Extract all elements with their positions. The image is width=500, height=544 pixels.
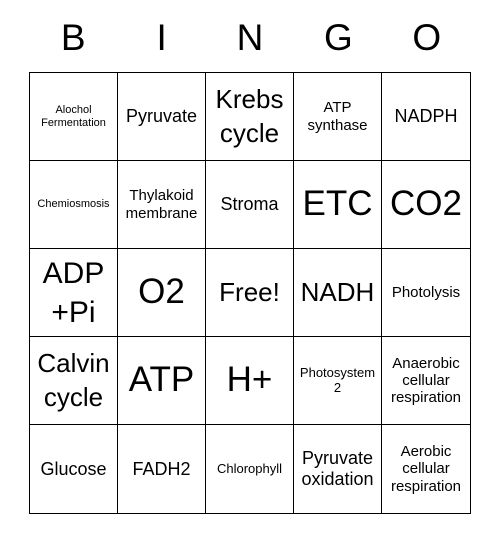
cell-text: NADPH bbox=[394, 106, 458, 127]
bingo-cell-r5-c4[interactable] bbox=[294, 425, 382, 513]
bingo-cell-r2-c4[interactable] bbox=[294, 161, 382, 249]
header-letter-g: G bbox=[323, 16, 353, 58]
header-letter-i: I bbox=[156, 16, 167, 58]
bingo-cell-r5-c3[interactable] bbox=[206, 425, 294, 513]
bingo-cell-r4-c4[interactable] bbox=[294, 337, 382, 425]
bingo-header bbox=[29, 0, 471, 72]
bingo-cell-r1-c5[interactable] bbox=[382, 73, 470, 161]
bingo-cell-r3-c3-free[interactable] bbox=[206, 249, 294, 337]
header-letter-o: O bbox=[412, 16, 442, 58]
bingo-cell-r3-c1[interactable] bbox=[30, 249, 118, 337]
bingo-cell-r2-c5[interactable] bbox=[382, 161, 470, 249]
cell-text: NADH bbox=[300, 276, 375, 307]
header-letter-b: B bbox=[60, 16, 86, 58]
bingo-cell-r2-c2[interactable] bbox=[118, 161, 206, 249]
cell-text: Free! bbox=[219, 276, 280, 307]
cell-text: CO2 bbox=[390, 184, 462, 224]
bingo-cell-r4-c3[interactable] bbox=[206, 337, 294, 425]
bingo-board bbox=[29, 72, 471, 514]
bingo-cell-r4-c1[interactable] bbox=[30, 337, 118, 425]
cell-text: H+ bbox=[226, 360, 273, 400]
cell-text: Aerobic cellular respiration bbox=[390, 443, 462, 495]
cell-text: Stroma bbox=[220, 194, 279, 215]
cell-text: Thylakoid membrane bbox=[125, 187, 198, 222]
bingo-cell-r1-c2[interactable] bbox=[118, 73, 206, 161]
bingo-cell-r3-c4[interactable] bbox=[294, 249, 382, 337]
cell-text: O2 bbox=[138, 272, 185, 312]
cell-text: Alochol Fermentation bbox=[41, 103, 106, 129]
bingo-cell-r3-c2[interactable] bbox=[118, 249, 206, 337]
cell-text: Glucose bbox=[40, 458, 107, 479]
cell-text: Pyruvate oxidation bbox=[301, 448, 374, 489]
bingo-cell-r1-c4[interactable] bbox=[294, 73, 382, 161]
cell-text: ADP +Pi bbox=[42, 256, 105, 329]
bingo-cell-r1-c3[interactable] bbox=[206, 73, 294, 161]
cell-text: Anaerobic cellular respiration bbox=[390, 354, 462, 407]
bingo-cell-r2-c3[interactable] bbox=[206, 161, 294, 249]
header-letter-n: N bbox=[236, 16, 264, 58]
cell-text: Chlorophyll bbox=[216, 460, 283, 476]
cell-text: Photolysis bbox=[391, 283, 461, 301]
cell-text: ETC bbox=[302, 184, 373, 224]
bingo-cell-r1-c1[interactable] bbox=[30, 73, 118, 161]
bingo-cell-r4-c2[interactable] bbox=[118, 337, 206, 425]
bingo-cell-r5-c1[interactable] bbox=[30, 425, 118, 513]
cell-text: Photosystem 2 bbox=[299, 364, 376, 395]
bingo-cell-r5-c2[interactable] bbox=[118, 425, 206, 513]
cell-text: ATP bbox=[128, 360, 195, 400]
bingo-cell-r2-c1[interactable] bbox=[30, 161, 118, 249]
bingo-cell-r4-c5[interactable] bbox=[382, 337, 470, 425]
bingo-cell-r3-c5[interactable] bbox=[382, 249, 470, 337]
cell-text: FADH2 bbox=[132, 458, 191, 479]
bingo-cell-r5-c5[interactable] bbox=[382, 425, 470, 513]
cell-text: Pyruvate bbox=[125, 106, 198, 127]
cell-text: Calvin cycle bbox=[37, 348, 110, 412]
cell-text: Krebs cycle bbox=[215, 84, 284, 148]
cell-text: Chemiosmosis bbox=[37, 198, 110, 211]
cell-text: ATP synthase bbox=[307, 99, 368, 134]
